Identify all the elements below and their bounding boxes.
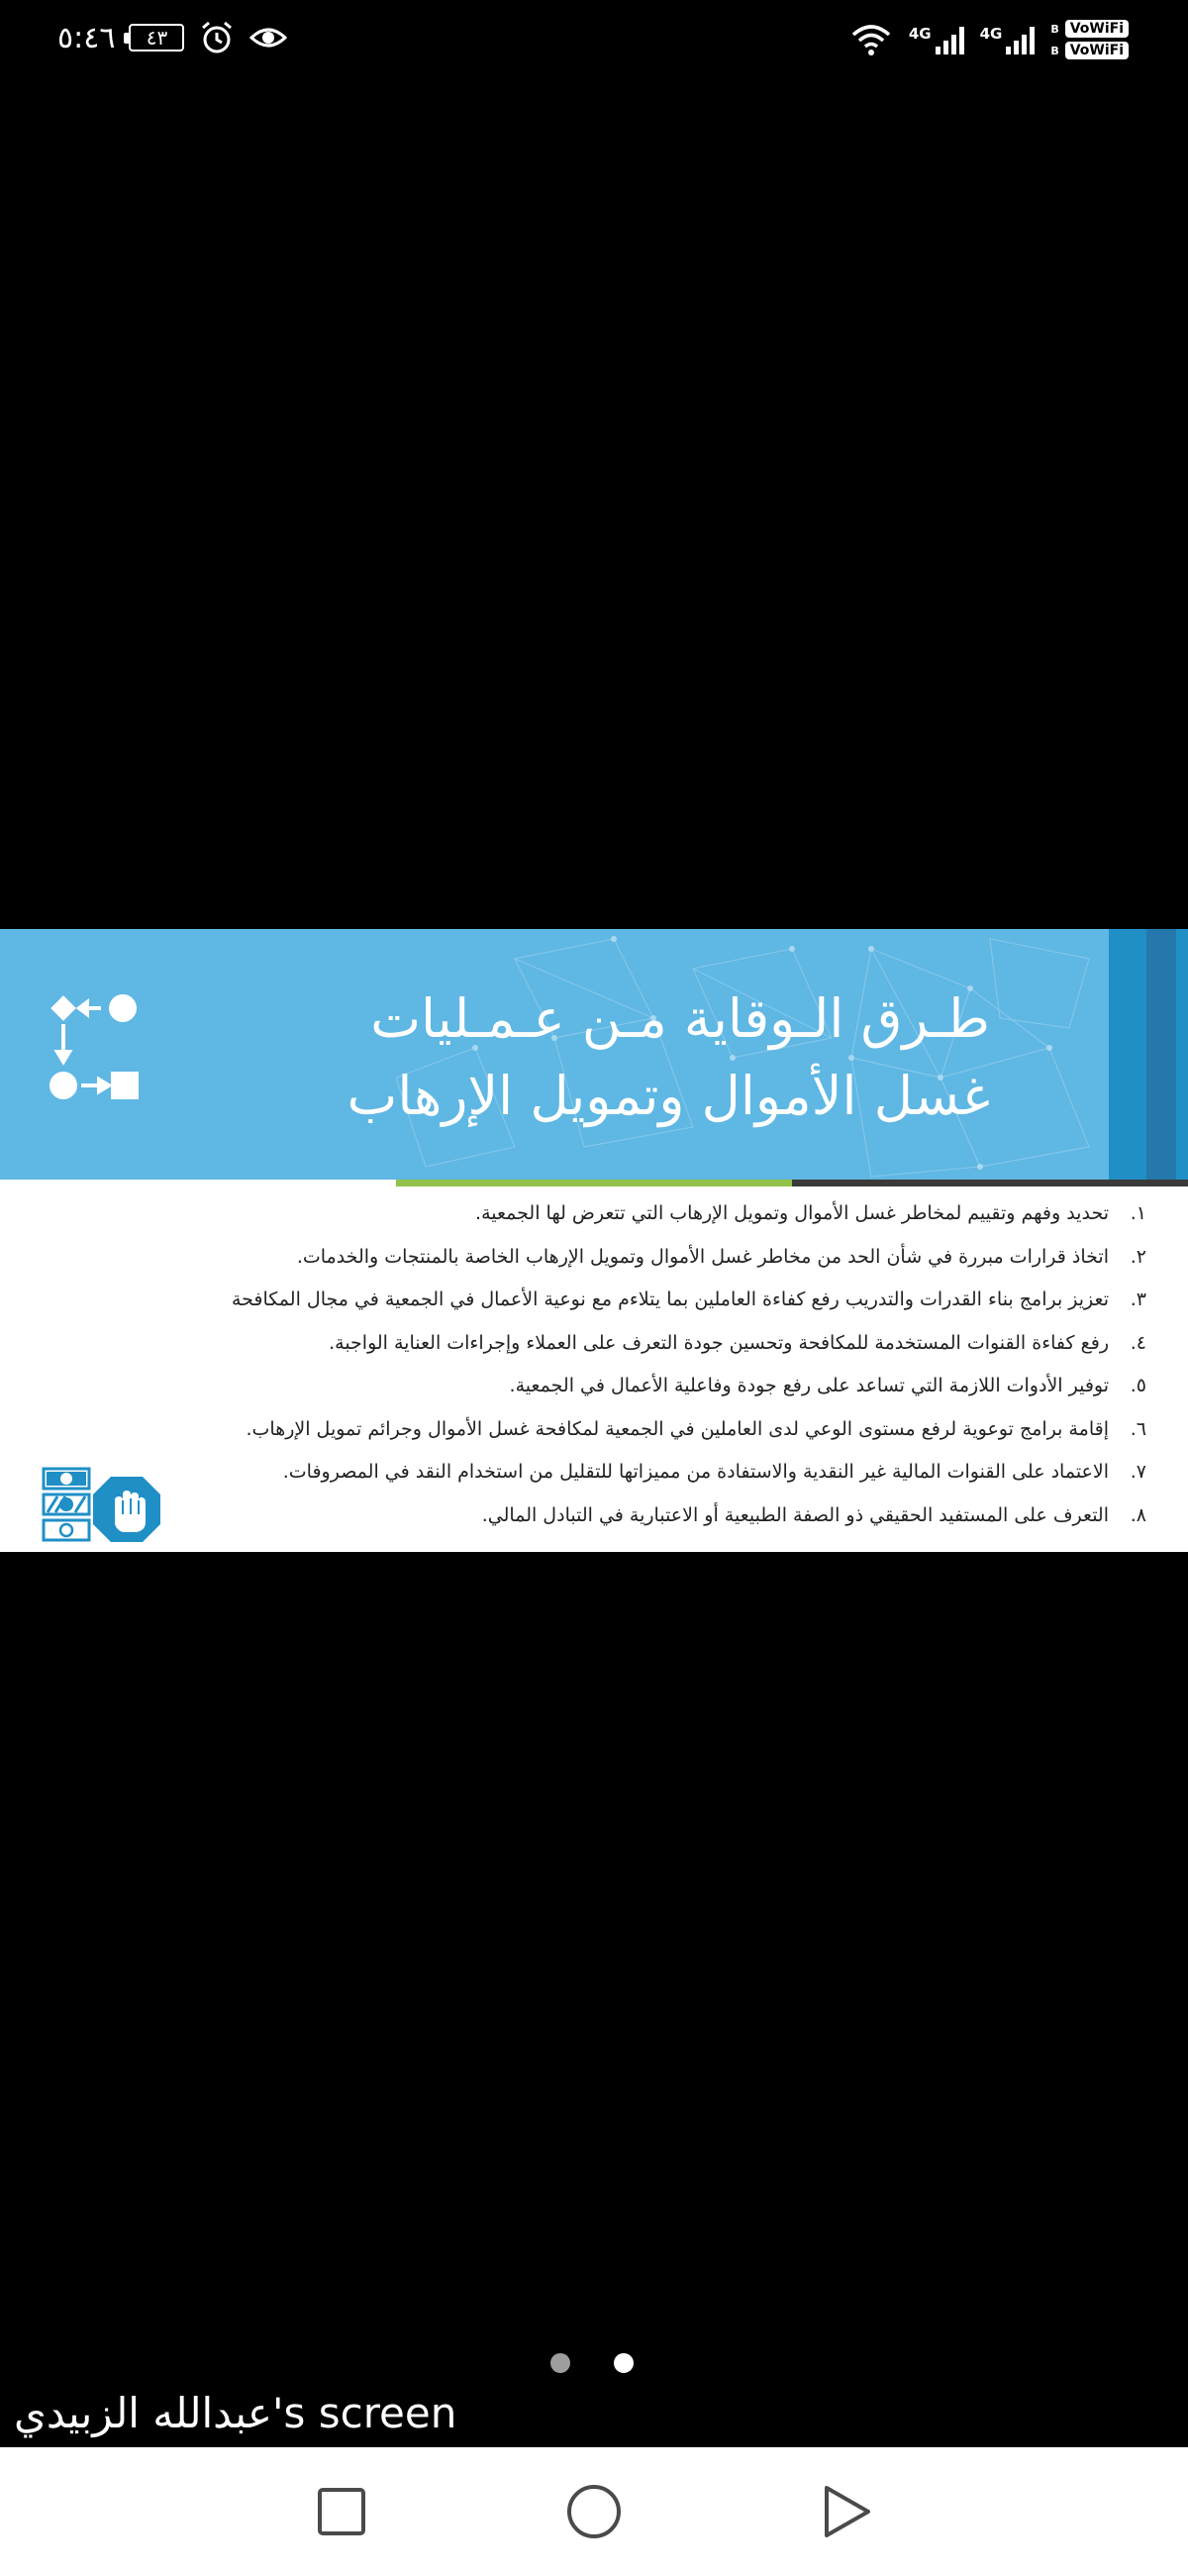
document-image[interactable] bbox=[0, 929, 1188, 1552]
list-item-text: تحديد وفهم وتقييم لمخاطر غسل الأموال وتمويل الإرهاب التي تتعرض لها الجمعية. bbox=[475, 1202, 1109, 1224]
battery-icon bbox=[129, 24, 184, 52]
list-item-text: الاعتماد على القنوات المالية غير النقدية والاستفادة من مميزاتها للتقليل من استخدام النقد في المصروفات. bbox=[282, 1461, 1109, 1483]
list-item bbox=[137, 1288, 1146, 1332]
process-flow-icon bbox=[40, 988, 158, 1137]
back-button[interactable] bbox=[812, 2477, 881, 2546]
signal-icon bbox=[909, 25, 964, 54]
page-dot[interactable] bbox=[550, 2353, 570, 2373]
triangle-back-icon bbox=[821, 2484, 872, 2539]
vowifi-badge-1: VoWiFi bbox=[1065, 20, 1129, 38]
list-item-text: اتخاذ قرارات مبررة في شأن الحد من مخاطر غسل الأموال وتمويل الإرهاب الخاصة بالمنتجات والخدمات. bbox=[296, 1245, 1109, 1268]
list-item-number: ٥. bbox=[1130, 1375, 1146, 1396]
list-item-text: إقامة برامج توعوية لرفع مستوى الوعي لدى العاملين في الجمعية لمكافحة غسل الأموال وجرائم تمويل الإرهاب. bbox=[246, 1417, 1109, 1440]
list-item-text: تعزيز برامج بناء القدرات والتدريب رفع كفاءة العاملين بما يتلاءم مع نوعية الأعمال في الجمعية في مجال المكافحة bbox=[231, 1288, 1109, 1310]
list-item bbox=[137, 1375, 1146, 1418]
prevention-methods-list bbox=[137, 1202, 1146, 1547]
home-button[interactable] bbox=[559, 2477, 629, 2546]
sim-label-1: B bbox=[1050, 22, 1059, 36]
list-item bbox=[137, 1461, 1146, 1504]
document-header bbox=[0, 929, 1188, 1186]
page-dot-active[interactable] bbox=[614, 2353, 634, 2373]
list-item-number: ٣. bbox=[1130, 1288, 1146, 1310]
vowifi-badge-2: VoWiFi bbox=[1065, 42, 1129, 59]
list-item-text: رفع كفاءة القنوات المستخدمة للمكافحة وتحسين جودة التعرف على العملاء وإجراءات العناية الواجبة. bbox=[329, 1331, 1109, 1354]
list-item-text: توفير الأدوات اللازمة التي تساعد على رفع جودة وفاعلية الأعمال في الجمعية. bbox=[509, 1375, 1109, 1396]
list-item-number: ٤. bbox=[1130, 1331, 1146, 1354]
list-item bbox=[137, 1246, 1146, 1289]
square-icon bbox=[316, 2486, 367, 2537]
circle-icon bbox=[565, 2483, 623, 2540]
list-item bbox=[137, 1504, 1146, 1548]
list-item-text: التعرف على المستفيد الحقيقي ذو الصفة الطبيعية أو الاعتبارية في التبادل المالي. bbox=[481, 1503, 1109, 1526]
header-underline bbox=[0, 1180, 1188, 1186]
list-item bbox=[137, 1418, 1146, 1462]
status-bar bbox=[0, 0, 1188, 79]
list-item bbox=[137, 1202, 1146, 1246]
network-type-1: 4G bbox=[908, 25, 932, 43]
list-item-number: ٧. bbox=[1130, 1461, 1146, 1483]
title-line-1: طـرق الـوقاية مـن عـمـليات bbox=[370, 987, 990, 1050]
recent-apps-button[interactable] bbox=[307, 2477, 376, 2546]
title-line-2: غسل الأموال وتمويل الإرهاب bbox=[346, 1065, 990, 1127]
signal-icon bbox=[980, 25, 1036, 54]
network-type-2: 4G bbox=[979, 25, 1003, 43]
stop-money-icon bbox=[40, 1467, 168, 1546]
status-left bbox=[57, 18, 287, 57]
list-item-number: ٢. bbox=[1130, 1245, 1146, 1268]
list-item-number: ٦. bbox=[1130, 1417, 1146, 1440]
sim-label-2: B bbox=[1050, 44, 1059, 57]
eye-icon bbox=[249, 19, 287, 56]
document-title bbox=[198, 980, 990, 1135]
battery-level: ٤٣ bbox=[146, 26, 168, 50]
wifi-icon bbox=[849, 23, 893, 56]
navigation-bar bbox=[0, 2447, 1188, 2576]
clock: ٥:٤٦ bbox=[57, 20, 116, 55]
screen-share-caption: عبدالله الزبيدي's screen bbox=[14, 2389, 457, 2437]
header-side-strip-dark bbox=[1146, 929, 1176, 1186]
list-item bbox=[137, 1332, 1146, 1376]
page-indicator bbox=[550, 2353, 634, 2373]
status-right bbox=[849, 14, 1129, 65]
vowifi-indicators bbox=[1050, 20, 1129, 59]
list-item-number: ١. bbox=[1130, 1202, 1146, 1224]
list-item-number: ٨. bbox=[1130, 1503, 1146, 1526]
alarm-icon bbox=[198, 19, 236, 56]
